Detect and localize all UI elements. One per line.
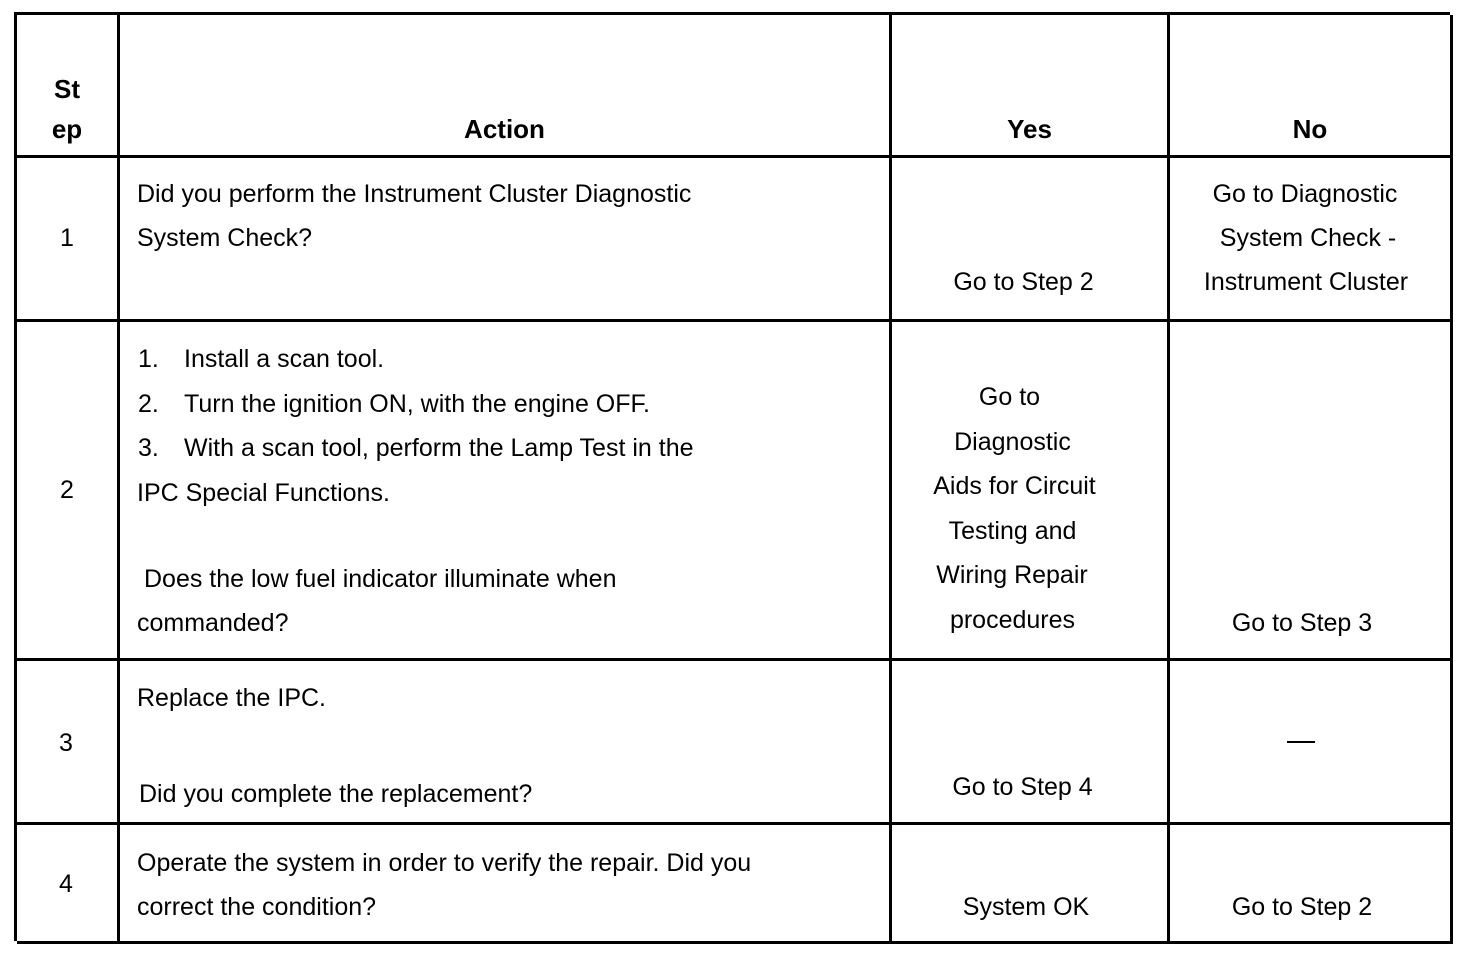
action-cell-1 xyxy=(120,158,892,322)
no-cell-3 xyxy=(1170,661,1453,825)
list-item-number: 1. xyxy=(138,345,159,373)
list-item-number: 2. xyxy=(138,390,159,418)
yes-text: Go to Step 2 xyxy=(953,268,1094,296)
action-cell-3 xyxy=(120,661,892,825)
no-dash xyxy=(1287,741,1315,743)
yes-text-line: procedures xyxy=(949,606,1076,634)
action-cell-4 xyxy=(120,825,892,944)
step-cell-2 xyxy=(17,322,120,661)
action-text-line: Replace the IPC. xyxy=(137,684,326,712)
list-item xyxy=(138,382,650,427)
list-item-text: With a scan tool, perform the Lamp Test in the xyxy=(184,434,694,462)
header-no-label: No xyxy=(1292,114,1328,144)
step-number: 2 xyxy=(60,476,74,504)
action-text-line: System Check? xyxy=(137,224,313,252)
step-cell-1 xyxy=(17,158,120,322)
yes-text: Go to Step 4 xyxy=(952,773,1093,801)
header-step xyxy=(17,15,120,158)
step-number: 4 xyxy=(59,870,73,898)
header-yes xyxy=(892,15,1170,158)
header-step-line1: St xyxy=(54,74,80,104)
yes-text: System OK xyxy=(962,893,1090,921)
no-cell-4 xyxy=(1170,825,1453,944)
list-item xyxy=(138,426,694,471)
list-item-text: Install a scan tool. xyxy=(184,345,385,373)
yes-text-line: Wiring Repair xyxy=(936,561,1088,589)
header-yes-label: Yes xyxy=(1007,114,1052,144)
header-action xyxy=(120,15,892,158)
no-text-line: Go to Diagnostic xyxy=(1212,180,1398,208)
header-action-label: Action xyxy=(464,114,545,144)
action-text-line: IPC Special Functions. xyxy=(137,479,390,507)
no-text-line: System Check - xyxy=(1219,224,1397,252)
action-text-line: correct the condition? xyxy=(137,893,377,921)
no-text: Go to Step 2 xyxy=(1231,893,1373,921)
diagnostic-table xyxy=(14,12,1450,941)
no-cell-1 xyxy=(1170,158,1453,322)
yes-cell-1 xyxy=(892,158,1170,322)
step-cell-4 xyxy=(17,825,120,944)
no-text-line: Instrument Cluster xyxy=(1203,268,1409,296)
list-item xyxy=(138,337,384,382)
yes-cell-4 xyxy=(892,825,1170,944)
step-number: 3 xyxy=(59,729,73,757)
yes-text-line: Diagnostic xyxy=(954,428,1071,456)
list-item-number: 3. xyxy=(138,434,159,462)
action-question-line: commanded? xyxy=(137,609,289,637)
header-no xyxy=(1170,15,1453,158)
action-question-line: Did you complete the replacement? xyxy=(139,780,533,808)
yes-cell-3 xyxy=(892,661,1170,825)
step-number: 1 xyxy=(60,224,74,252)
no-cell-2 xyxy=(1170,322,1453,661)
step-cell-3 xyxy=(17,661,120,825)
no-text: Go to Step 3 xyxy=(1231,609,1373,637)
action-text-line: Did you perform the Instrument Cluster Diagnostic xyxy=(137,180,692,208)
action-cell-2 xyxy=(120,322,892,661)
action-text-line: Operate the system in order to verify the repair. Did you xyxy=(137,849,752,877)
yes-text-line: Aids for Circuit xyxy=(933,472,1096,500)
yes-cell-2 xyxy=(892,322,1170,661)
yes-text-line: Testing and xyxy=(948,517,1077,545)
no-dash-text xyxy=(1170,661,1171,662)
action-question-line: Does the low fuel indicator illuminate when xyxy=(144,565,617,593)
header-step-line2: ep xyxy=(51,114,83,144)
yes-text-line: Go to xyxy=(978,383,1041,411)
list-item-text: Turn the ignition ON, with the engine OFF. xyxy=(184,390,650,418)
